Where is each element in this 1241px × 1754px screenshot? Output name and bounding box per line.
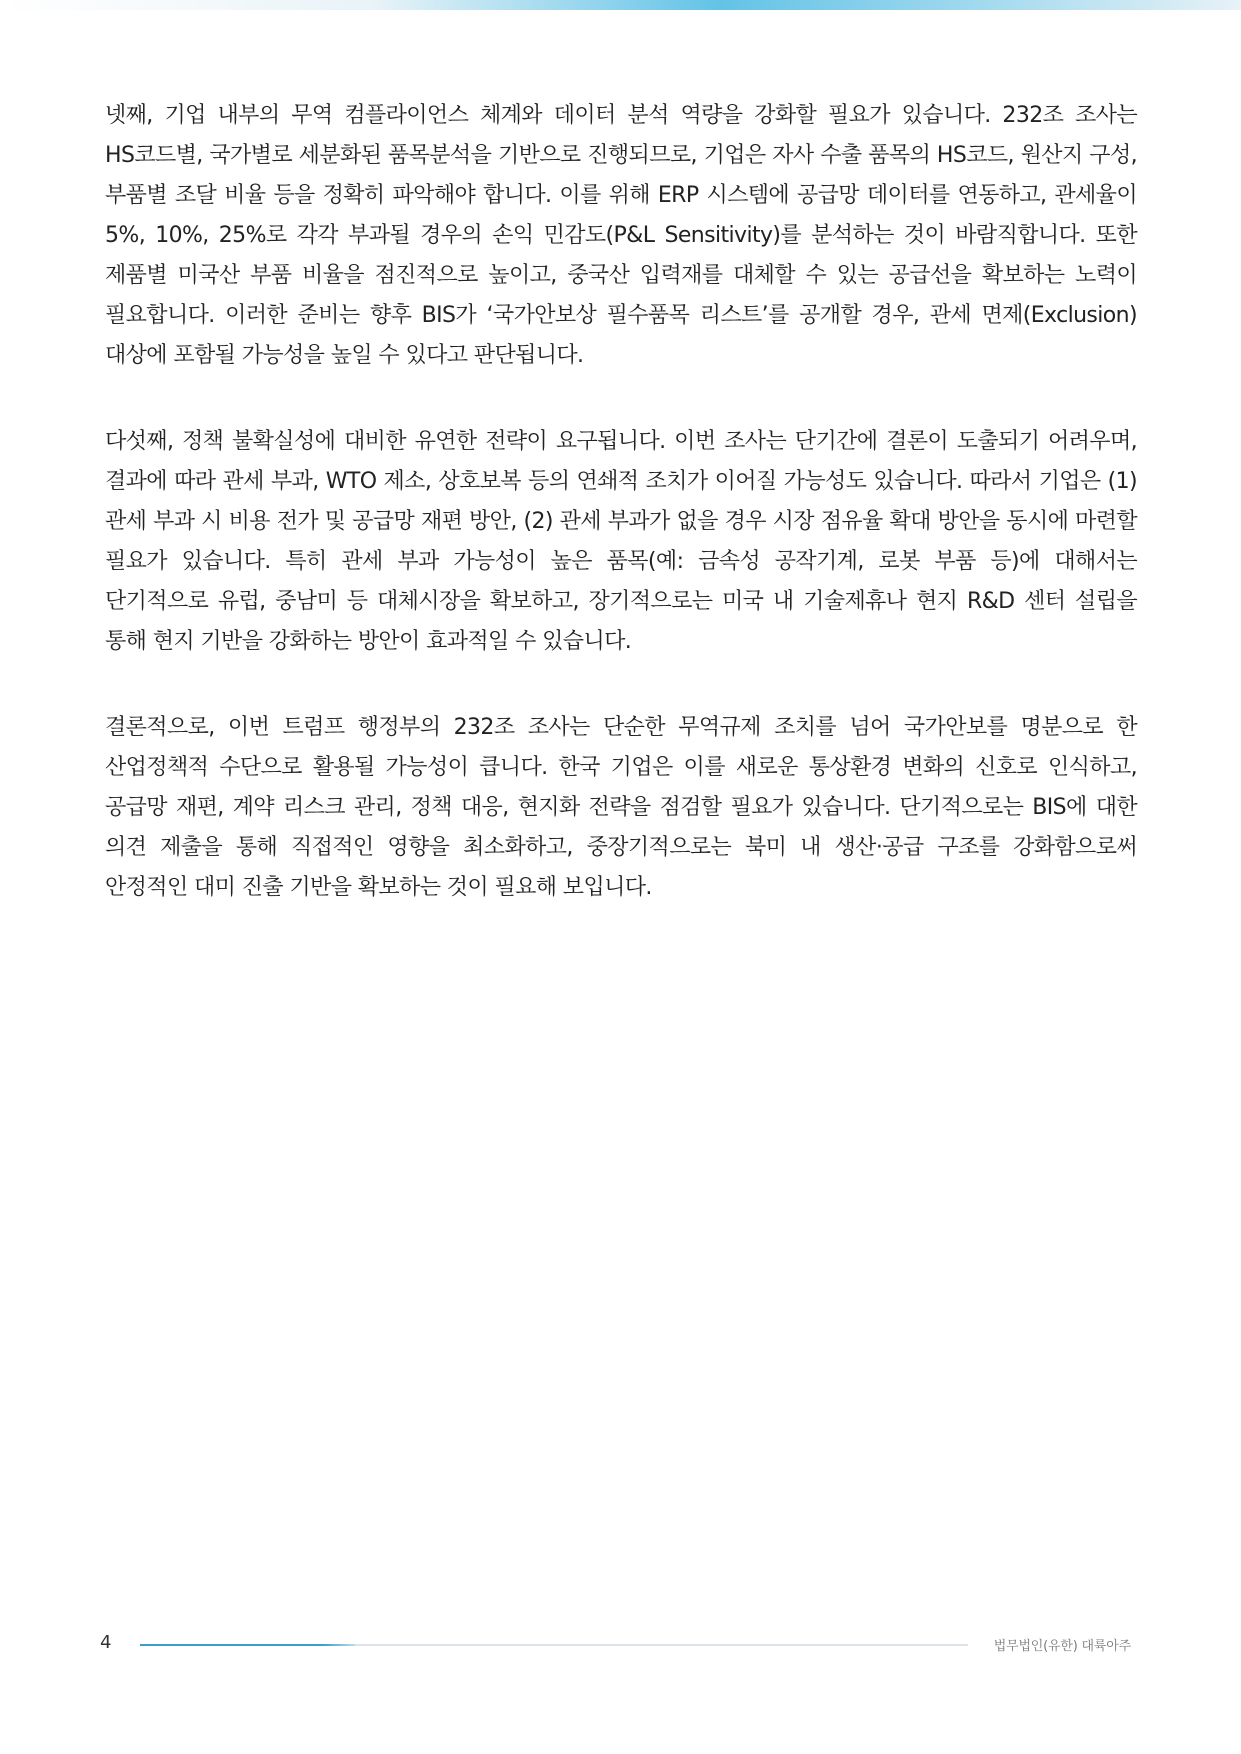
page-number: 4 — [100, 1632, 112, 1653]
document-body — [105, 96, 1137, 954]
paragraph-conclusion: 결론적으로, 이번 트럼프 행정부의 232조 조사는 단순한 무역규제 조치를 넘어 국가안보를 명분으로 한 산업정책적 수단으로 활용될 가능성이 큽니다. 한국 기업은 이를 새로운 통상환경 변화의 신호로 인식하고, 공급망 재편, 계약 리스크 관리, 정책 대응, 현지화 전략을 점검할 필요가 있습니다. 단기적으로는 BIS에 대한 의견 제출을 통해 직접적인 영향을 최소화하고, 중장기적으로는 북미 내 생산·공급 구조를 강화함으로써 안정적인 대미 진출 기반을 확보하는 것이 필요해 보입니다. — [105, 715, 1137, 900]
top-accent-bar — [0, 0, 1241, 10]
paragraph-fourth: 넷째, 기업 내부의 무역 컴플라이언스 체계와 데이터 분석 역량을 강화할 필요가 있습니다. 232조 조사는 HS코드별, 국가별로 세분화된 품목분석을 기반으로 진행되므로, 기업은 자사 수출 품목의 HS코드, 원산지 구성, 부품별 조달 비율 등을 정확히 파악해야 합니다. 이를 위해 ERP 시스템에 공급망 데이터를 연동하고, 관세율이 5%, 10%, 25%로 각각 부과될 경우의 손익 민감도(P&L Sensitivity)를 분석하는 것이 바람직합니다. 또한 제품별 미국산 부품 비율을 점진적으로 높이고, 중국산 입력재를 대체할 수 있는 공급선을 확보하는 노력이 필요합니다. 이러한 준비는 향후 BIS가 ‘국가안보상 필수품목 리스트’를 공개할 경우, 관세 면제(Exclusion) 대상에 포함될 가능성을 높일 수 있다고 판단됩니다. — [105, 103, 1137, 368]
firm-name: 법무법인(유한) 대륙아주 — [993, 1639, 1131, 1654]
paragraph-fifth: 다섯째, 정책 불확실성에 대비한 유연한 전략이 요구됩니다. 이번 조사는 단기간에 결론이 도출되기 어려우며, 결과에 따라 관세 부과, WTO 제소, 상호보복 등의 연쇄적 조치가 이어질 가능성도 있습니다. 따라서 기업은 (1) 관세 부과 시 비용 전가 및 공급망 재편 방안, (2) 관세 부과가 없을 경우 시장 점유율 확대 방안을 동시에 마련할 필요가 있습니다. 특히 관세 부과 가능성이 높은 품목(예: 금속성 공작기계, 로봇 부품 등)에 대해서는 단기적으로 유럽, 중남미 등 대체시장을 확보하고, 장기적으로는 미국 내 기술제휴나 현지 R&D 센터 설립을 통해 현지 기반을 강화하는 방안이 효과적일 수 있습니다. — [105, 429, 1137, 654]
page-footer — [0, 1630, 1241, 1660]
footer-progress-bar — [140, 1644, 355, 1646]
footer-divider — [140, 1644, 968, 1646]
